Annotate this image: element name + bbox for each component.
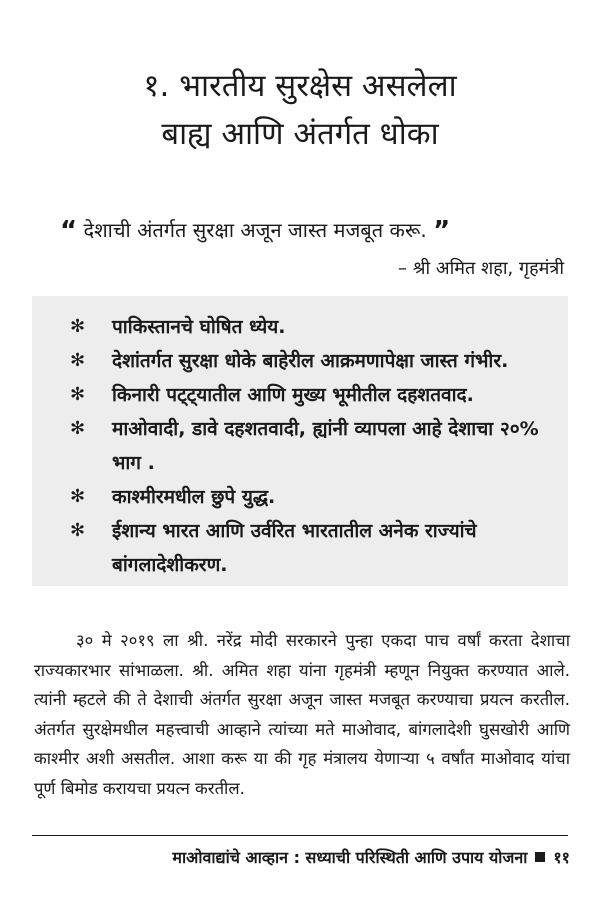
list-item	[70, 514, 560, 582]
list-item-text: काश्मीरमधील छुपे युद्ध.	[112, 486, 276, 508]
page-footer	[34, 846, 570, 870]
list-item	[70, 378, 560, 412]
list-item-text: माओवादी, डावे दहशतवादी, ह्यांनी व्यापला आहे देशाचा २०% भाग .	[112, 418, 539, 474]
footer-divider	[32, 835, 568, 836]
asterisk-bullet-icon: ✻	[70, 316, 86, 337]
list-item-text: पाकिस्तानचे घोषित ध्येय.	[112, 316, 286, 338]
list-item	[70, 480, 560, 514]
quote-attribution: – श्री अमित शहा, गृहमंत्री	[398, 258, 564, 279]
page-number: ११	[553, 848, 570, 867]
close-quote-mark: ”	[433, 216, 451, 246]
chapter-title-line-2: बाह्य आणि अंतर्गत धोका	[161, 116, 439, 152]
epigraph-quote	[60, 216, 570, 245]
quote-text: देशाची अंतर्गत सुरक्षा अजून जास्त मजबूत करू.	[83, 218, 427, 242]
asterisk-bullet-icon: ✻	[70, 350, 86, 371]
footer-book-title: माओवाद्यांचे आव्हान : सध्याची परिस्थिती आणि उपाय योजना	[172, 848, 528, 867]
square-separator-icon	[535, 852, 545, 862]
list-item	[70, 412, 560, 480]
list-item	[70, 344, 560, 378]
list-item-text: किनारी पट्ट्यातील आणि मुख्य भूमीतील दहशतवाद.	[112, 384, 474, 406]
asterisk-bullet-icon: ✻	[70, 418, 86, 439]
list-item-text: देशांतर्गत सुरक्षा धोके बाहेरील आक्रमणापेक्षा जास्त गंभीर.	[112, 350, 509, 372]
asterisk-bullet-icon: ✻	[70, 520, 86, 541]
open-quote-mark: “	[60, 216, 78, 246]
asterisk-bullet-icon: ✻	[70, 384, 86, 405]
list-item	[70, 310, 560, 344]
chapter-title	[0, 62, 600, 158]
key-points-list	[70, 310, 560, 582]
list-item-text: ईशान्य भारत आणि उर्वरित भारतातील अनेक राज्यांचे बांगलादेशीकरण.	[112, 520, 477, 576]
body-paragraph	[34, 626, 570, 803]
asterisk-bullet-icon: ✻	[70, 486, 86, 507]
body-paragraph-text: ३० मे २०१९ ला श्री. नरेंद्र मोदी सरकारने पुन्हा एकदा पाच वर्षां करता देशाचा राज्यकारभार सांभाळला. श्री. अमित शहा यांना गृहमंत्री म्हणून नियुक्त करण्यात आले. त्यांनी म्हटले की ते देशाची अंतर्गत सुरक्षा अजून जास्त मजबूत करण्याचा प्रयत्न करतील. अंतर्गत सुरक्षेमधील महत्त्वाची आव्हाने त्यांच्या मते माओवाद, बांगलादेशी घुसखोरी आणि काश्मीर अशी असतील. आशा करू या की गृह मंत्रालय येणाऱ्या ५ वर्षांत माओवाद यांचा पूर्ण बिमोड करायचा प्रयत्न करतील.	[34, 631, 570, 798]
chapter-title-line-1: १. भारतीय सुरक्षेस असलेला	[143, 68, 457, 104]
